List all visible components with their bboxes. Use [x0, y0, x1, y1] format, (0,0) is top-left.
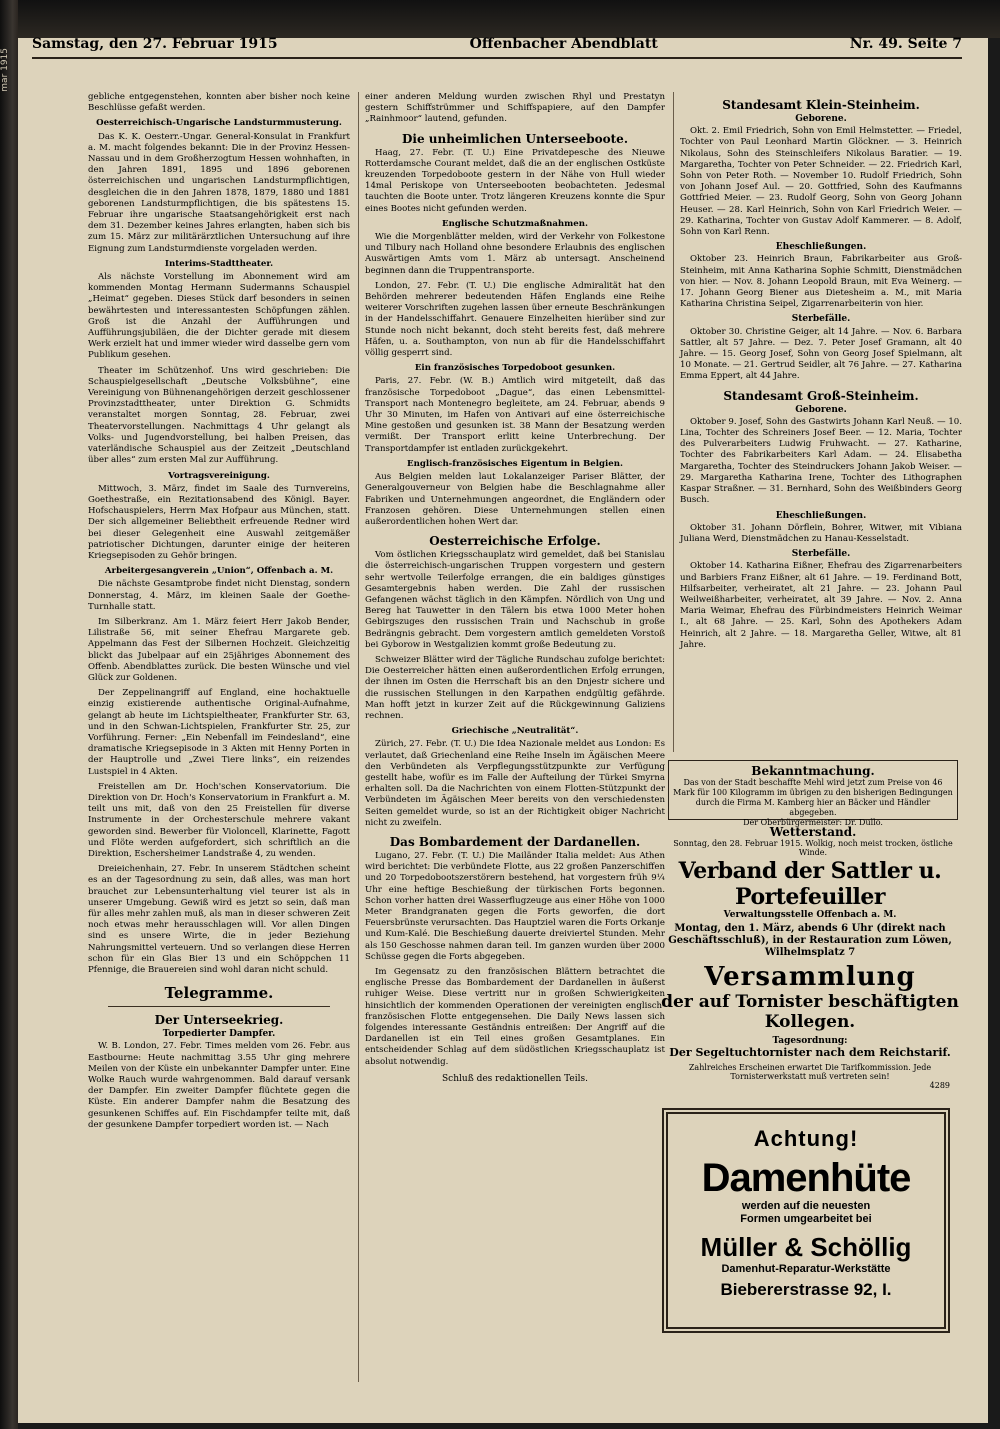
- col1-heading-3: Vortragsvereinigung.: [168, 470, 270, 481]
- col1-para-4: Mittwoch, 3. März, findet im Saale des Turnvereins, Goethestraße, ein Rezitationsabend des Königl. Bayer. Hofschauspielers, Herrn Max Hofpaur aus München, statt. Der sich allgemeiner Beliebtheit erfreuende Redner wird bei dieser Gelegenheit eine Auswahl zeitgemäßer patriotischer Dichtungen, darunter einige der heiteren Kriegsepisoden zu Gehör bringen.: [88, 483, 350, 561]
- col1-intro: gebliche entgegenstehen, konnten aber bisher noch keine Beschlüsse gefaßt werden.: [88, 92, 350, 114]
- editorial-end-note: Schluß des redaktionellen Teils.: [442, 1073, 588, 1084]
- col3-sub-4: Geborene.: [795, 404, 847, 415]
- col3-para-1: Okt. 2. Emil Friedrich, Sohn von Emil Helmstetter. — Friedel, Tochter von Paul Leonhard Martin Glöckner. — 3. Heinrich Nikolaus, Sohn des Steinschleifers Nikolaus Baratier. — 19. Margaretha, Tochter von Peter Schneider. — 22. Friedrich Karl, Sohn von Peter Roth. — November 10. Rudolf Friedrich, Sohn von Johann Josef Aul. — 20. Gottfried, Sohn des Kaufmanns Gottfried Meier. — 23. Rudolf Georg, Sohn von Georg Johann Heuser. — 28. Karl Heinrich, Sohn von Karl Friedrich Weier. — 29. Katharina, Tochter von Gustav Adolf Kammerer. — 8. Adolf, Sohn von Karl Renn.: [680, 126, 962, 238]
- binding-fold: [0, 0, 18, 1429]
- hat-ad-line-1: werden auf die neuesten: [741, 1200, 871, 1212]
- col2-para-5: Aus Belgien melden laut Lokalanzeiger Pariser Blätter, der Generalgouverneur von Belgien habe die Beschlagnahme aller Fabriken und Unternehmungen angeordnet, die Engländern oder Franzosen gehören. Diese Unternehmungen stellen einen außerordentlichen hohen Wert dar.: [365, 472, 665, 527]
- col3-para-3: Oktober 30. Christine Geiger, alt 14 Jahre. — Nov. 6. Barbara Sattler, alt 57 Jahre. — Dez. 7. Peter Josef Gramann, alt 40 Jahre. — 15. Georg Josef, Sohn von Georg Josef Spielmann, alt 10 Monate. — 21. Gertrud Seidler, alt 76 Jahre. — 27. Katharina Emma Eppert, alt 44 Jahre.: [680, 326, 962, 382]
- weather-text: Sonntag, den 28. Februar 1915. Wolkig, noch meist trocken, östliche Winde.: [673, 839, 953, 857]
- hat-ad-title: Damenhüte: [701, 1156, 911, 1200]
- ad-number: 4289: [929, 1081, 950, 1090]
- col3-para-5: Oktober 31. Johann Dörflein, Bohrer, Witwer, mit Vibiana Juliana Werd, Dienstmädchen zu Hanau-Kesselstadt.: [680, 522, 962, 544]
- col3-sub-5: Eheschließungen.: [775, 510, 867, 521]
- divider: [108, 1006, 330, 1007]
- meeting-sub: der auf Tornister beschäftigten Kollegen.: [661, 992, 959, 1032]
- col2-para-9: Lugano, 27. Febr. (T. U.) Die Mailänder Italia meldet: Aus Athen wird berichtet: Die verbündete Flotte, aus 22 großen Panzerschiffen und 20 Torpedobootszerstörern bestehend, hat vorgestern früh 9¼ Uhr eine heftige Beschießung der türkischen Forts begonnen. Schon vorher hatten drei Wasserflugzeuge aus einer Höhe von 1000 Meter Brandgranaten gegen die Forts geworfen, die dort Feuersbrünste verursachten. Das Hauptziel waren die Forts Orkanje und Kum-Kalé. Die Beschießung dauerte dreiviertel Stunden. Mehr als 150 Geschosse nahmen daran teil. Im ganzen wurden über 2000 Schüsse gegen die Forts abgegeben.: [365, 850, 665, 962]
- col2-para-4: Paris, 27. Febr. (W. B.) Amtlich wird mitgeteilt, daß das französische Torpedoboot „Dague“, das einen Lebensmittel-Transport nach Montenegro begleitete, am 24. Februar, abends 9 Uhr 30 Minuten, im Hafen von Antivari auf eine österreichische Mine gestoßen und gesunken ist. 38 Mann der Besatzung werden vermißt. Der Transport erlitt keine Unterbrechung. Der Transportdampfer ist entladen zurückgekehrt.: [365, 376, 665, 454]
- col3-para-2: Oktober 23. Heinrich Braun, Fabrikarbeiter aus Groß-Steinheim, mit Anna Katharina Sophie Schmitt, Dienstmädchen von hier. — Nov. 8. Johann Leopold Braun, mit Eva Weinerg. — 17. Johann Georg Biener aus Dietesheim a. M., mit Maria Katharina Christina Seipel, Zigarrenarbeiterin von hier.: [680, 254, 962, 310]
- col2-para-3: London, 27. Febr. (T. U.) Die englische Admiralität hat den Behörden mehrerer bedeutenden Häfen Englands eine Reihe weiterer Vorschriften zugehen lassen über erneute Beschränkungen in der Handelsschiffahrt. Genauere Einzelheiten hierüber sind zur Stunde noch nicht bekannt, doch steht bereits fest, daß mehrere Häfen, u. a. Southampton, von nun ab für die Handelsschiffahrt völlig gesperrt sind.: [365, 280, 665, 359]
- col3-para-4: Oktober 9. Josef, Sohn des Gastwirts Johann Karl Neuß. — 10. Lina, Tochter des Schreiners Josef Beer. — 12. Maria, Tochter des Pulverarbeiters Ludwig Fruhwacht. — 27. Katharine, Tochter des Fabrikarbeiters Karl Adam. — 24. Elisabetha Margaretha, Tochter des Steindruckers Johann Jakob Weiser. — 29. Margaretha Katharina Irene, Tochter des Lithographen Kaspar Straßner. — 31. Bernhard, Sohn des Weißbinders Georg Busch.: [680, 416, 962, 506]
- col2-heading-2: Englische Schutzmaßnahmen.: [442, 218, 588, 229]
- col2-heading-3: Ein französisches Torpedoboot gesunken.: [414, 363, 616, 374]
- column-3: [673, 92, 962, 752]
- bekanntmachung-title: Bekanntmachung.: [751, 764, 875, 778]
- col1-para-9: Dreieichenhain, 27. Febr. In unserem Städtchen scheint es an der Tagesordnung zu sein, daß alles, was man hort brauchet zur Lebensunterhaltung viel teurer ist als in unserer Umgebung. Gewiß wird es jetzt so sein, daß man für alles mehr zahlen muß, als man in dieser schweren Zeit noch etwas mehr herausschlagen will. Vor allen Dingen sind es unsere Wirte, die in jeder Beziehung Nahrungsmittel verteuern. Und so verlangen diese Herren schon für ein Glas Bier 13 und ein Schöppchen 11 Pfennige, die Brauereien sind wohl daran nicht schuld.: [88, 864, 350, 976]
- weather-box: [668, 822, 958, 856]
- col1-heading-1: Oesterreichisch-Ungarische Landsturmmusterung.: [96, 118, 342, 129]
- masthead-paper: Offenbacher Abendblatt: [469, 36, 658, 52]
- telegrams-heading: Der Unterseekrieg.: [154, 1013, 284, 1028]
- col1-para-3: Theater im Schützenhof. Uns wird geschrieben: Die Schauspielgesellschaft „Deutsche Volksbühne“, eine Vereinigung von Bühnenangehörigen derzeit geschlossener Provinzstadttheater, unter Direktion G. Schmidts veranstaltet morgen Sonntag, 28. Februar, zwei Theatervorstellungen. Nachmittags 4 Uhr gelangt als Volks- und Jugendvorstellung, bei halben Preisen, das vaterländische Schauspiel aus der Zeitzeit „Deutschland über alles“ zum ersten Mal zur Aufführung.: [88, 365, 350, 466]
- notice-bekanntmachung: [668, 760, 958, 827]
- col1-para-6: Im Silberkranz. Am 1. März feiert Herr Jakob Bender, Lilistraße 56, mit seiner Ehefrau Margarete geb. Appelmann das Fest der Silbernen Hochzeit. Gleichzeitig blickt das Jubelpaar auf ein 25jähriges Abonnement des Offenb. Abendblattes zurück. Die besten Wünsche und viel Glück zur Goldenen.: [88, 616, 350, 683]
- agenda-label: Tagesordnung:: [772, 1036, 848, 1046]
- bekanntmachung-sign: Der Oberbürgermeister: Dr. Dullo.: [743, 818, 883, 827]
- column-2: [358, 92, 665, 1382]
- col3-sub-3: Sterbefälle.: [791, 314, 851, 325]
- hat-ad-address: Biebererstrasse 92, I.: [720, 1280, 892, 1299]
- hat-ad-attention: Achtung!: [753, 1126, 859, 1151]
- col2-heading-6: Griechische „Neutralität“.: [451, 726, 579, 737]
- union-sub: Verwaltungsstelle Offenbach a. M.: [723, 910, 897, 920]
- union-title: Verband der Sattler u. Portefeuiller: [678, 858, 942, 910]
- col2-para-6: Vom östlichen Kriegsschauplatz wird gemeldet, daß bei Stanislau die österreichisch-ungarischen Truppen vorgestern und gestern sehr wertvolle Teilerfolge errangen, die ein baldiges günstiges Gesamtergebnis haben werden. Die Zahl der russischen Gefangenen wächst täglich in den Kämpfen. Nördlich von Ung und Bereg hat Tauwetter in den Tälern bis etwa 1000 Meter hohen Gebirgszuges den russischen Train und Nachschub in große Bedrängnis gebracht. Dem vorgestern amtlich gemeldeten Vorstoß bei Gyborow in Westgalizien kommt große Bedeutung zu.: [365, 550, 665, 650]
- hat-ad-firm-sub: Damenhut-Reparatur-Werkstätte: [721, 1263, 891, 1275]
- col2-para-8: Zürich, 27. Febr. (T. U.) Die Idea Nazionale meldet aus London: Es verlautet, daß Griechenland eine Reihe Inseln im Ägäischen Meere den Verbündeten als Verpflegungsstützpunkte zur Verfügung gestellt habe, wofür es im Falle der Aufteilung der Türkei Smyrna erhalten soll. Da die Nachrichten von einem Flotten-Stützpunkt der Verbündeten im Ägäischen Meer bereits von den verschiedensten Seiten gemeldet wurde, so ist an der Richtigkeit obiger Nachricht nicht zu zweifeln.: [365, 739, 665, 828]
- union-meeting-ad: [660, 858, 960, 1103]
- agenda-text: Der Segeltuchtornister nach dem Reichstarif.: [669, 1046, 951, 1059]
- telegrams-title: Telegramme.: [164, 984, 274, 1003]
- column-1: [88, 92, 350, 1407]
- fold-tag: mar 1915: [0, 48, 10, 92]
- col3-sub-2: Eheschließungen.: [775, 242, 867, 253]
- hat-ad: [662, 1108, 950, 1333]
- col3-para-6: Oktober 14. Katharina Eißner, Ehefrau des Zigarrenarbeiters und Barbiers Franz Eißner, alt 61 Jahre. — 19. Ferdinand Bott, Hilfsarbeiter, verheiratet, alt 21 Jahre. — 23. Johann Paul Weilweißharbeiter, verheiratet, alt 39 Jahre. — Nov. 2. Anna Maria Weimar, Ehefrau des Fürbindmeisters Heinrich Weimar I., alt 68 Jahre. — 25. Karl, Sohn des Apothekers Adam Heinrich, alt 2 Jahre. — 18. Margaretha Geller, Witwe, alt 81 Jahre.: [680, 561, 962, 650]
- col3-heading-1: Standesamt Klein-Steinheim.: [722, 98, 920, 112]
- col2-intro: einer anderen Meldung wurden zwischen Rhyl und Prestatyn gestern Schiffstrümmer und Schiffspapiere, auf den Dampfer „Rainhmoor“ lautend, gefunden.: [365, 92, 665, 125]
- union-date: Montag, den 1. März, abends 6 Uhr (direkt nach Geschäftsschluß), in der Restauration zum Löwen, Wilhelmsplatz 7: [668, 923, 952, 958]
- hat-ad-firm: Müller & Schöllig: [700, 1232, 912, 1262]
- meeting-title: Versammlung: [704, 962, 916, 992]
- col1-para-2: Als nächste Vorstellung im Abonnement wird am kommenden Montag Hermann Sudermanns Schauspiel „Heimat“ gegeben. Dieses Stück darf besonders in seinen bewährtesten und interessantesten Schöpfungen zählen. Groß ist die Anzahl der Aufführungen und Aufführungsjubiläen, die der Dichter gerade mit diesem Werk erzielt hat und immer wieder wird dasselbe gern vom Publikum gesehen.: [88, 272, 350, 361]
- col1-para-1: Das K. K. Oesterr.-Ungar. General-Konsulat in Frankfurt a. M. macht folgendes bekannt: Die in der Provinz Hessen-Nassau und in dem Großherzogtum Hessen wohnhaften, in den Jahren 1891, 1895 und 1896 geborenen österreichischen und ungarischen Landsturmpflichtigen, desgleichen die in den Jahren 1878, 1879, 1880 und 1881 geborenen Landsturmpflichtigen, die bis spätestens 15. Februar ihre ungarische Staatsangehörigkeit erst nach dem 31. Dezember keines Jahres erlangten, haben sich bis zum 15. März zur militärärztlichen Untersuchung auf ihre Eignung zum Landsturmdienste vorgeladen werden.: [88, 131, 350, 254]
- col2-para-2: Wie die Morgenblätter melden, wird der Verkehr von Folkestone und Tilbury nach Holland ohne besondere Erlaubnis des englischen Auswärtigen Amts vom 1. März ab untersagt. Anscheinend beginnen dann die Truppentransporte.: [365, 232, 665, 276]
- masthead-page: Nr. 49. Seite 7: [849, 36, 962, 52]
- col2-heading-7: Das Bombardement der Dardanellen.: [389, 834, 641, 849]
- col3-sub-1: Geborene.: [795, 114, 847, 124]
- telegrams-para: W. B. London, 27. Febr. Times melden vom 26. Febr. aus Eastbourne: Heute nachmittag 3.55 Uhr ging mehrere Meilen von der Küste ein unbekannter Dampfer unter. Eine Wolke Rauch wurde wahrgenommen. Bald darauf versank der Dampfer. Ein zweiter Dampfer flüchtete gegen die Küste. Ein anderer Dampfer nahm die Besatzung des gesunkenen Schiffes auf. Ein Fischdampfer teilte mit, daß der gesunkene Dampfer torpediert worden ist. — Nach: [88, 1041, 350, 1130]
- col2-para-1: Haag, 27. Febr. (T. U.) Eine Privatdepesche des Nieuwe Rotterdamsche Courant meldet, daß die an der englischen Ostküste kreuzenden Torpedoboote gestern in der Nähe von Hull wieder 14mal Periskope von Unterseebooten beobachteten. Jedesmal tauchten die Boote unter. Trotz längeren Kreuzens konnte die Spur eines Bootes nicht gefunden werden.: [365, 147, 665, 214]
- col2-heading-4: Englisch-französisches Eigentum in Belgien.: [407, 458, 623, 469]
- col2-heading-1: Die unheimlichen Unterseeboote.: [402, 131, 628, 146]
- col1-para-7: Der Zeppelinangriff auf England, eine hochaktuelle einzig existierende authentische Original-Aufnahme, gelangt ab heute im Lichtspieltheater, Frankfurter Str. 63, und in den Schwan-Lichtspielen, Frankfurter Str. 25, zur Vorführung. Ferner: „Ein Nebenfall im Feindesland“, eine dramatische Kriegsepisode in 3 Akten mit Henny Porten in der Hauptrolle und „Zwei Tiere links“, ein reizendes Lustspiel in 4 Akten.: [88, 688, 350, 777]
- telegrams-subheading: Torpedierter Dampfer.: [162, 1029, 276, 1040]
- scan-top-edge: [0, 0, 1000, 38]
- col3-sub-6: Sterbefälle.: [791, 549, 851, 560]
- col2-heading-5: Oesterreichische Erfolge.: [429, 534, 601, 549]
- col1-heading-2: Interims-Stadttheater.: [164, 258, 274, 269]
- bekanntmachung-text: Das von der Stadt beschaffte Mehl wird jetzt zum Preise von 46 Mark für 100 Kilogramm im übrigen zu den bisherigen Bedingungen durch die Firma M. Kamberg hier an Bäcker und Händler abgegeben.: [673, 778, 953, 817]
- col1-para-8: Freistellen am Dr. Hoch'schen Konservatorium. Die Direktion von Dr. Hoch's Konservatorium in Frankfurt a. M. teilt uns mit, daß von den 25 Freistellen für diverse Instrumente in der Orchesterschule mehrere vakant geworden sind. Bewerber für Violoncell, Klarinette, Fagott und Flöte werden aufgefordert, sich schriftlich an die Direktion, Eschersheimer Landstraße 4, zu wenden.: [88, 781, 350, 859]
- masthead: [32, 34, 962, 59]
- col1-para-5: Die nächste Gesamtprobe findet nicht Dienstag, sondern Donnerstag, 4. März, im kleinen Saale der Goethe-Turnhalle statt.: [88, 579, 350, 612]
- col1-heading-4: Arbeitergesangverein „Union“, Offenbach a. M.: [104, 566, 334, 577]
- meeting-footer: Zahlreiches Erscheinen erwartet Die Tarifkommission. Jede Tornisterwerkstatt muß vertreten sein!: [688, 1063, 932, 1081]
- col2-para-7: Schweizer Blätter wird der Tägliche Rundschau zufolge berichtet: Die Oesterreicher hätten einen außerordentlichen Erfolg errungen, der ihnen im Osten die Herrschaft bis an den Dnjestr sichere und die russischen Stellungen in den Karpathen endgültig gefährde. Man hofft jetzt in kurzer Zeit auf die Rückgewinnung Galiziens rechnen.: [365, 654, 665, 721]
- col3-heading-2: Standesamt Groß-Steinheim.: [723, 388, 919, 403]
- masthead-date: Samstag, den 27. Februar 1915: [32, 36, 278, 52]
- hat-ad-line-2: Formen umgearbeitet bei: [740, 1213, 872, 1225]
- weather-title: Wetterstand.: [769, 825, 857, 839]
- col2-para-10: Im Gegensatz zu den französischen Blättern betrachtet die englische Presse das Bombardement der Dardanellen in äußerst ruhiger Weise. Diese vertritt nur in großen Schwierigkeiten hinsichtlich der kommenden Operationen der vereinigten englisch-französischen Flotte entgegensehen. Die Daily News lassen sich folgendes interessante Geständnis entreißen: Der Angriff auf die Dardanellen ist ein Teil eines großen Gesamtplanes. Ein entscheidender Schlag auf dem südöstlichen Kriegsschauplatz ist absolut notwendig.: [365, 967, 665, 1067]
